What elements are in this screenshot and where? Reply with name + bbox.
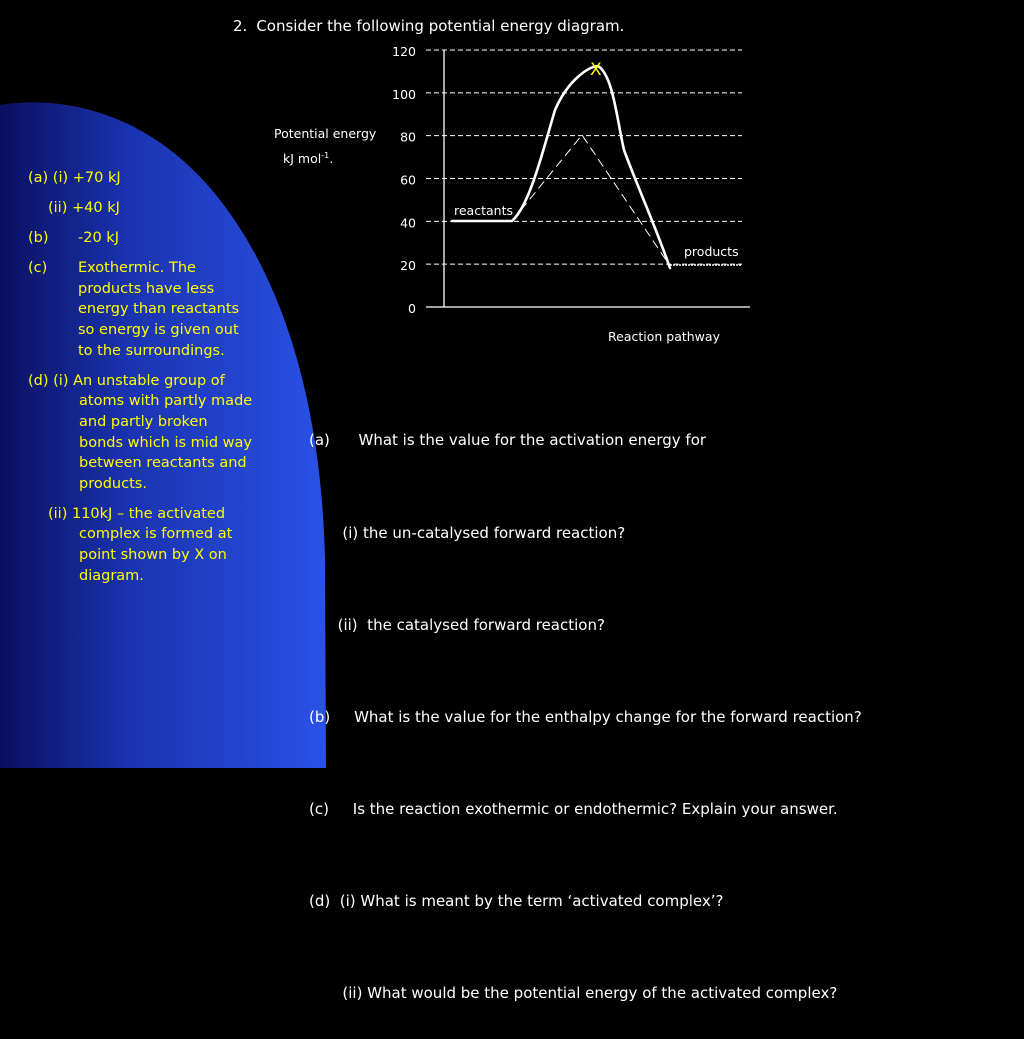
answer-a-i: (a) (i) +70 kJ (28, 170, 121, 186)
answer-b (28, 228, 253, 249)
products-label: products (684, 244, 739, 259)
y-tick-label: 0 (408, 301, 416, 316)
question-c: (c) Is the reaction exothermic or endothermic? Explain your answer. (309, 799, 838, 818)
catalysed-pathway-curve (512, 135, 670, 266)
y-tick-group (392, 44, 416, 316)
y-axis-unit-suffix: . (329, 151, 334, 166)
y-tick-label: 40 (400, 215, 416, 231)
reactants-label: reactants (454, 203, 513, 218)
y-axis-unit: kJ mol (283, 151, 322, 166)
answer-d-ii: (ii) 110kJ – the activated complex is formed at point shown by X on diagram. (48, 505, 233, 584)
y-axis-unit-sup: -1 (321, 151, 330, 160)
title-text: Consider the following potential energy diagram. (256, 17, 625, 35)
question-b: (b) What is the value for the enthalpy change for the forward reaction? (309, 707, 862, 726)
y-axis-label-line2 (283, 151, 333, 166)
answers-panel (28, 168, 253, 586)
answer-c (28, 258, 253, 361)
y-tick-label: 80 (400, 129, 416, 145)
question-d-ii: (ii) What would be the potential energy of the activated complex? (309, 983, 838, 1002)
question-d-i: (d) (i) What is meant by the term ‘activated complex’? (309, 891, 724, 910)
activated-complex-mark: X (590, 60, 602, 80)
answer-b-label: (b) (28, 230, 49, 247)
y-tick-label: 20 (400, 258, 416, 274)
question-a: (a) What is the value for the activation energy for (309, 431, 707, 450)
y-axis-label-line1: Potential energy (274, 126, 377, 141)
y-tick-label: 100 (392, 86, 416, 102)
answer-a-ii: (ii) +40 kJ (48, 200, 120, 217)
questions-list (309, 364, 1009, 1039)
question-a-ii: (ii) the catalysed forward reaction? (309, 615, 605, 634)
answer-c-label: (c) (28, 260, 48, 277)
answer-c-text: Exothermic. The products have less energy than reactants so energy is given out to the surroundings. (78, 260, 240, 359)
uncatalysed-pathway-curve (452, 66, 670, 268)
gridline-group (426, 50, 742, 264)
y-tick-label: 60 (400, 172, 416, 188)
question-a-i: (i) the un-catalysed forward reaction? (309, 523, 626, 542)
y-tick-label: 120 (392, 44, 416, 59)
x-axis-label: Reaction pathway (608, 329, 720, 344)
question-number: 2. (233, 17, 248, 35)
answer-d-i: (d) (i) An unstable group of atoms with partly made and partly broken bonds which is mid way between reactants and products. (28, 372, 253, 492)
answer-b-text: -20 kJ (78, 230, 119, 247)
